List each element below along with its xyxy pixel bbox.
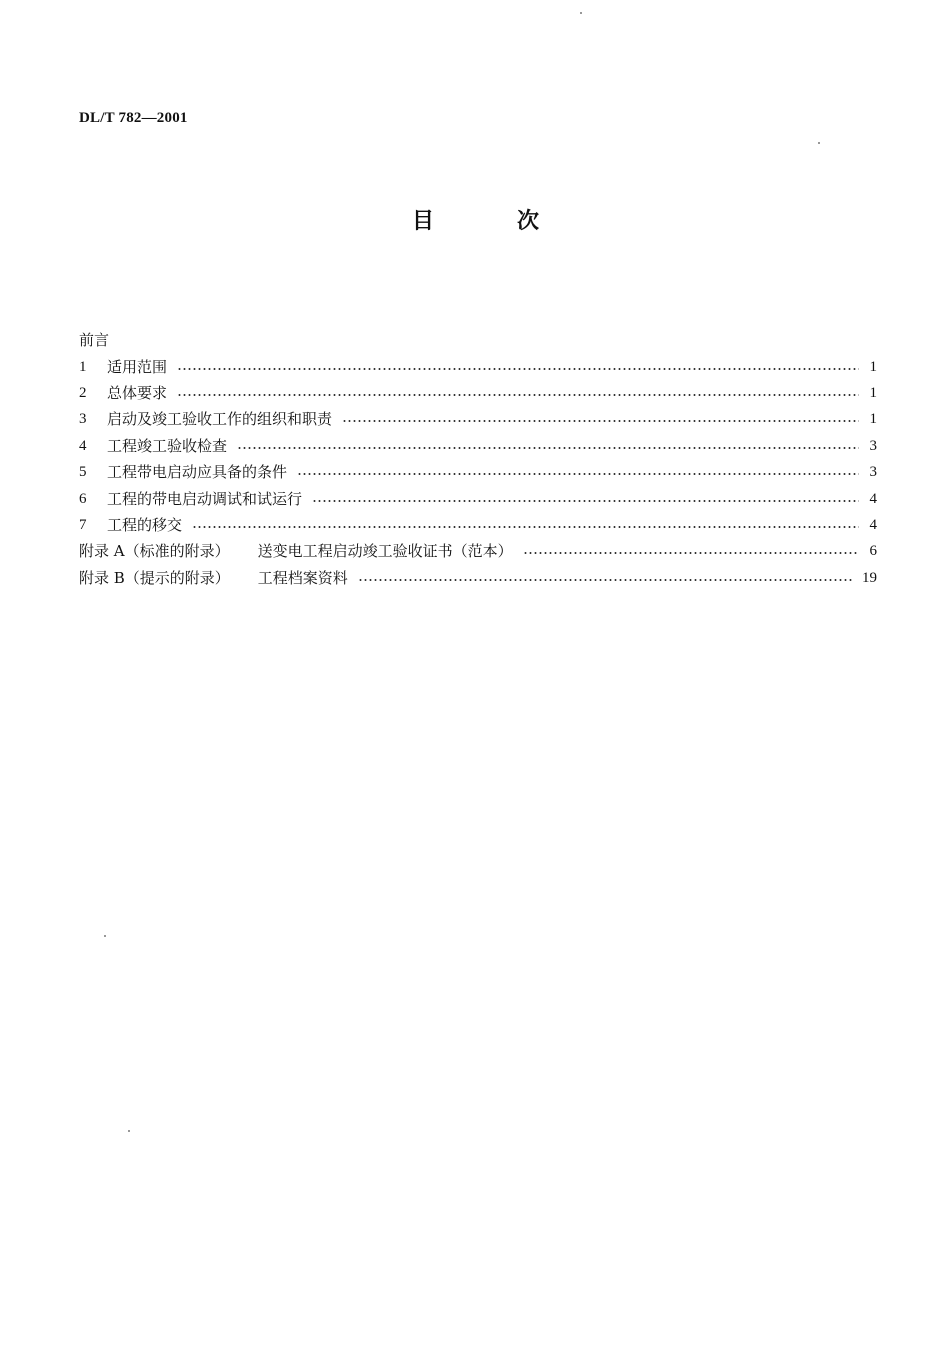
document-code: DL/T 782—2001 bbox=[79, 110, 188, 126]
table-of-contents bbox=[79, 327, 877, 591]
toc-entry-title: 工程带电启动应具备的条件 bbox=[107, 463, 288, 482]
scan-speck bbox=[580, 12, 582, 14]
toc-leader-dots bbox=[342, 420, 859, 422]
toc-entry-7[interactable] bbox=[79, 512, 877, 538]
toc-leader-dots bbox=[177, 368, 859, 370]
toc-preface[interactable] bbox=[79, 327, 877, 353]
toc-leader-dots bbox=[523, 552, 859, 554]
toc-leader-dots bbox=[312, 500, 859, 502]
toc-entry-number: 3 bbox=[79, 411, 87, 428]
toc-entry-number: 2 bbox=[79, 384, 87, 401]
toc-title-char-1: 目 bbox=[412, 209, 435, 234]
toc-entry-number: 5 bbox=[79, 464, 87, 481]
toc-preface-label: 前言 bbox=[79, 331, 110, 350]
toc-leader-dots bbox=[358, 579, 854, 581]
scan-speck bbox=[104, 935, 106, 937]
toc-entry-number: 7 bbox=[79, 516, 87, 533]
toc-entry-number: 1 bbox=[79, 358, 87, 375]
toc-entry-title: 工程的移交 bbox=[107, 515, 183, 534]
toc-leader-dots bbox=[177, 394, 859, 396]
toc-entry-title: 适用范围 bbox=[107, 357, 168, 376]
toc-appendix-b[interactable] bbox=[79, 565, 877, 591]
toc-entry-4[interactable] bbox=[79, 433, 877, 459]
toc-entry-page: 1 bbox=[869, 358, 877, 375]
toc-entry-1[interactable] bbox=[79, 353, 877, 379]
toc-title bbox=[0, 204, 950, 236]
toc-appendix-label: 附录 B（提示的附录） bbox=[79, 568, 230, 587]
toc-entry-number: 6 bbox=[79, 490, 87, 507]
toc-entry-page: 3 bbox=[869, 437, 877, 454]
scan-speck bbox=[818, 142, 820, 144]
scan-speck bbox=[128, 1130, 130, 1132]
toc-appendix-title: 送变电工程启动竣工验收证书（范本） bbox=[257, 542, 513, 561]
toc-entry-page: 4 bbox=[869, 516, 877, 533]
toc-appendix-title: 工程档案资料 bbox=[257, 568, 348, 587]
toc-entry-page: 6 bbox=[869, 543, 877, 560]
toc-entry-page: 1 bbox=[869, 384, 877, 401]
toc-leader-dots bbox=[237, 447, 859, 449]
toc-entry-3[interactable] bbox=[79, 406, 877, 432]
toc-leader-dots bbox=[192, 526, 859, 528]
toc-entry-page: 4 bbox=[869, 490, 877, 507]
toc-entry-page: 19 bbox=[862, 569, 877, 586]
toc-title-char-2: 次 bbox=[517, 209, 540, 234]
toc-entry-page: 1 bbox=[869, 411, 877, 428]
toc-entry-number: 4 bbox=[79, 437, 87, 454]
toc-leader-dots bbox=[297, 473, 859, 475]
toc-entry-title: 总体要求 bbox=[107, 383, 168, 402]
toc-entry-title: 工程的带电启动调试和试运行 bbox=[107, 489, 303, 508]
toc-entry-title: 启动及竣工验收工作的组织和职责 bbox=[107, 410, 333, 429]
toc-entry-6[interactable] bbox=[79, 485, 877, 511]
toc-entry-title: 工程竣工验收检查 bbox=[107, 436, 228, 455]
toc-entry-page: 3 bbox=[869, 464, 877, 481]
toc-entry-2[interactable] bbox=[79, 380, 877, 406]
toc-appendix-a[interactable] bbox=[79, 538, 877, 564]
toc-appendix-label: 附录 A（标准的附录） bbox=[79, 542, 230, 561]
toc-entry-5[interactable] bbox=[79, 459, 877, 485]
